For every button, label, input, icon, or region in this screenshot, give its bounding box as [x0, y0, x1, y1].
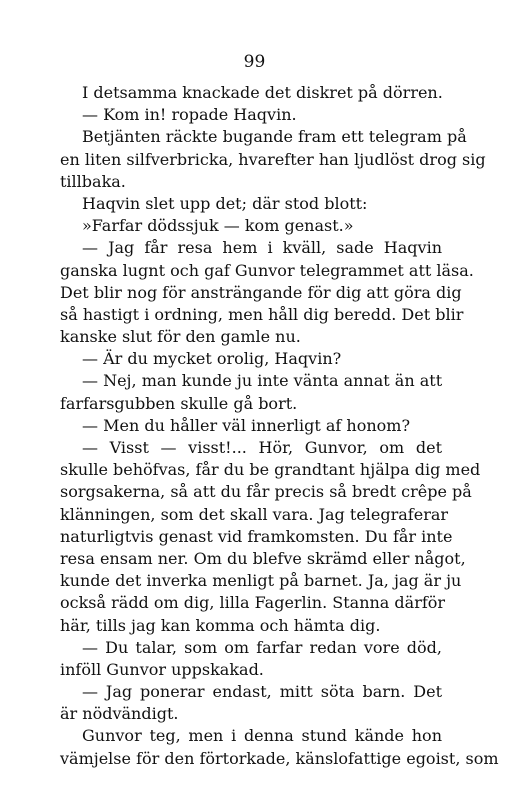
text-line: Haqvin slet upp det; där stod blott:	[82, 193, 368, 213]
text-line: — Nej, man kunde ju inte vänta annat än att	[82, 371, 443, 391]
text-line: kunde det inverka menligt på barnet. Ja, jag är ju	[60, 571, 462, 591]
text-line: naturligtvis genast vid framkomsten. Du får inte	[60, 526, 453, 546]
text-line: en liten silfverbricka, hvarefter han ljudlöst drog sig	[60, 149, 486, 169]
text-line: — Visst — visst!... Hör, Gunvor, om det	[82, 438, 442, 457]
text-line: tillbaka.	[60, 171, 126, 191]
text-line: ganska lugnt och gaf Gunvor telegrammet att läsa.	[60, 260, 474, 280]
text-line: är nödvändigt.	[60, 704, 179, 724]
text-line: farfarsgubben skulle gå bort.	[60, 393, 298, 413]
text-line: »Farfar dödssjuk — kom genast.»	[82, 216, 354, 236]
text-line: Det blir nog för ansträngande för dig att göra dig	[60, 282, 462, 302]
body-text	[60, 82, 499, 770]
text-line: — Du talar, som om farfar redan vore död,	[82, 637, 442, 657]
text-line: kanske slut för den gamle nu.	[60, 327, 301, 347]
text-line: så hastigt i ordning, men håll dig beredd. Det blir	[60, 304, 464, 324]
text-line: skulle behöfvas, får du be grandtant hjälpa dig med	[60, 460, 481, 480]
text-line: — Jag får resa hem i kväll, sade Haqvin	[82, 238, 442, 258]
text-line: inföll Gunvor uppskakad.	[60, 659, 264, 679]
text-line: — Jag ponerar endast, mitt söta barn. Det	[82, 682, 442, 702]
page-number: 99	[243, 52, 266, 72]
text-line: — Är du mycket orolig, Haqvin?	[82, 349, 342, 369]
text-line: vämjelse för den förtorkade, känslofattige egoist, som	[60, 748, 499, 768]
text-line: sorgsakerna, så att du får precis så bredt crêpe på	[60, 482, 472, 502]
text-line: — Men du håller väl innerligt af honom?	[82, 415, 411, 435]
text-line: — Kom in! ropade Haqvin.	[82, 105, 297, 125]
text-line: klänningen, som det skall vara. Jag telegraferar	[60, 504, 449, 524]
text-line: också rädd om dig, lilla Fagerlin. Stanna därför	[60, 593, 446, 613]
text-line: I detsamma knackade det diskret på dörren.	[82, 83, 443, 102]
text-line: här, tills jag kan komma och hämta dig.	[60, 615, 381, 635]
text-line: resa ensam ner. Om du blefve skrämd eller något,	[60, 548, 466, 568]
text-line: Gunvor teg, men i denna stund kände hon	[82, 726, 442, 746]
text-line: Betjänten räckte bugande fram ett telegram på	[82, 127, 467, 147]
